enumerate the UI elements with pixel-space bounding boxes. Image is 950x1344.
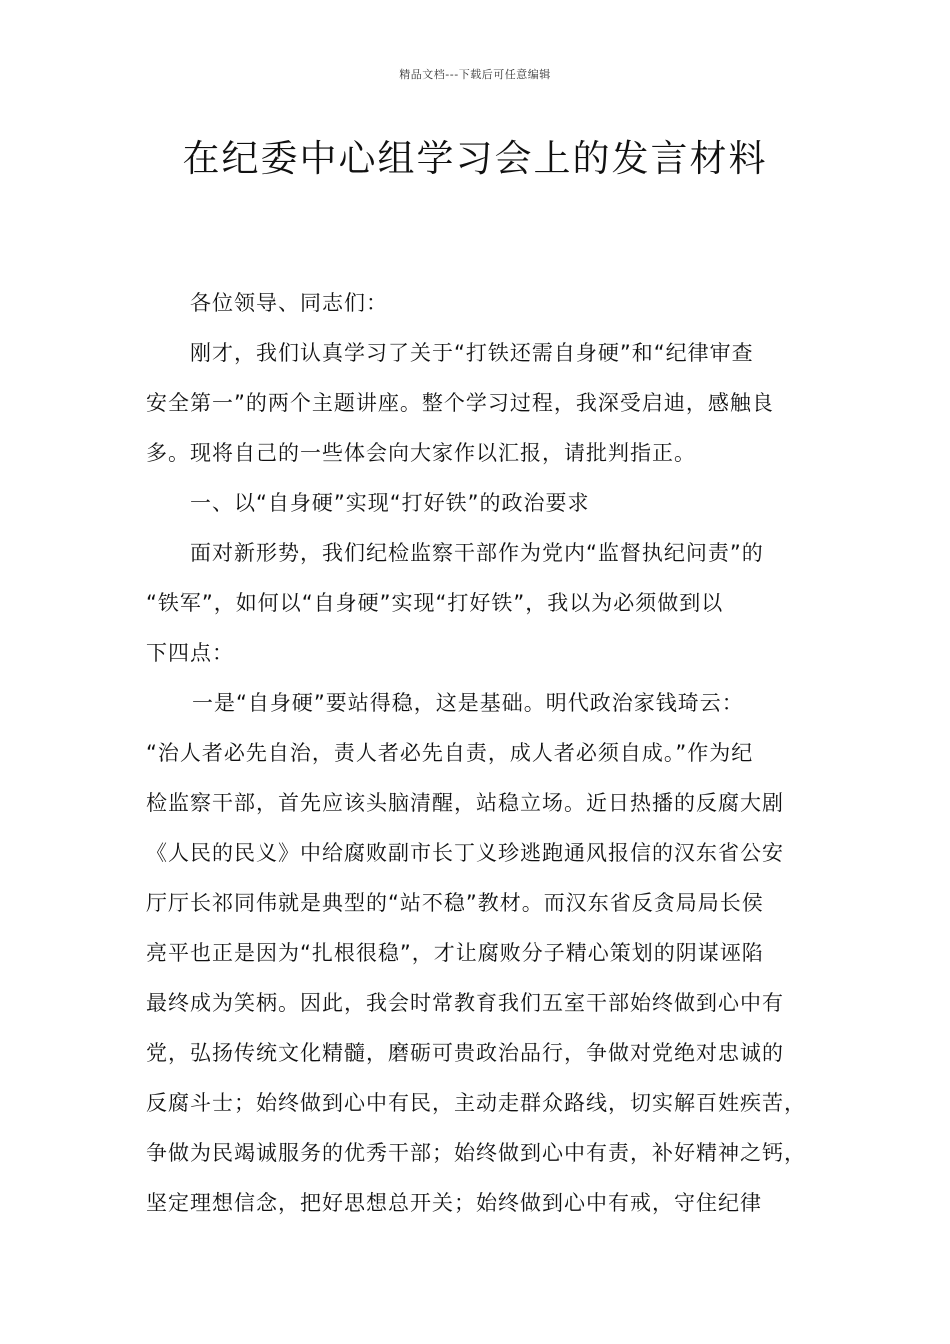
paragraph-line: 刚才，我们认真学习了关于“打铁还需自身硬”和“纪律审查 [190,341,754,365]
paragraph-line: 《人民的民义》中给腐败副市长丁义珍逃跑通风报信的汉东省公安 [146,841,784,865]
paragraph-line: “铁军”，如何以“自身硬”实现“打好铁”，我以为必须做到以 [146,591,724,615]
paragraph-line: “治人者必先自治，责人者必先自责，成人者必须自成。”作为纪 [146,741,754,765]
paragraph-line: 最终成为笑柄。因此，我会时常教育我们五室干部始终做到心中有 [146,991,784,1015]
paragraph-line: 下四点： [146,641,234,665]
paragraph-line: 检监察干部，首先应该头脑清醒，站稳立场。近日热播的反腐大剧 [146,791,784,815]
paragraph-line: 面对新形势，我们纪检监察干部作为党内“监督执纪问责”的 [190,541,764,565]
paragraph-line: 反腐斗士；始终做到心中有民，主动走群众路线，切实解百姓疾苦， [146,1091,806,1115]
document-body [146,278,826,1228]
header-note: 精品文档---下载后可任意编辑 [399,68,551,81]
paragraph-line: 厅厅长祁同伟就是典型的“站不稳”教材。而汉东省反贪局局长侯 [146,891,764,915]
paragraph-line: 多。现将自己的一些体会向大家作以汇报，请批判指正。 [146,441,696,465]
paragraph-line: 党，弘扬传统文化精髓，磨砺可贵政治品行，争做对党绝对忠诚的 [146,1041,784,1065]
document-title: 在纪委中心组学习会上的发言材料 [182,137,768,180]
paragraph-line: 一是“自身硬”要站得稳，这是基础。明代政治家钱琦云： [192,691,744,715]
paragraph-line: 坚定理想信念，把好思想总开关；始终做到心中有戒，守住纪律 [146,1191,762,1215]
section-heading: 一、以“自身硬”实现“打好铁”的政治要求 [190,491,590,515]
paragraph-line: 亮平也正是因为“扎根很稳”，才让腐败分子精心策划的阴谋诬陷 [146,941,764,965]
salutation: 各位领导、同志们： [190,291,388,315]
paragraph-line: 安全第一”的两个主题讲座。整个学习过程，我深受启迪，感触良 [146,391,774,415]
paragraph-line: 争做为民竭诚服务的优秀干部；始终做到心中有责，补好精神之钙， [146,1141,806,1165]
